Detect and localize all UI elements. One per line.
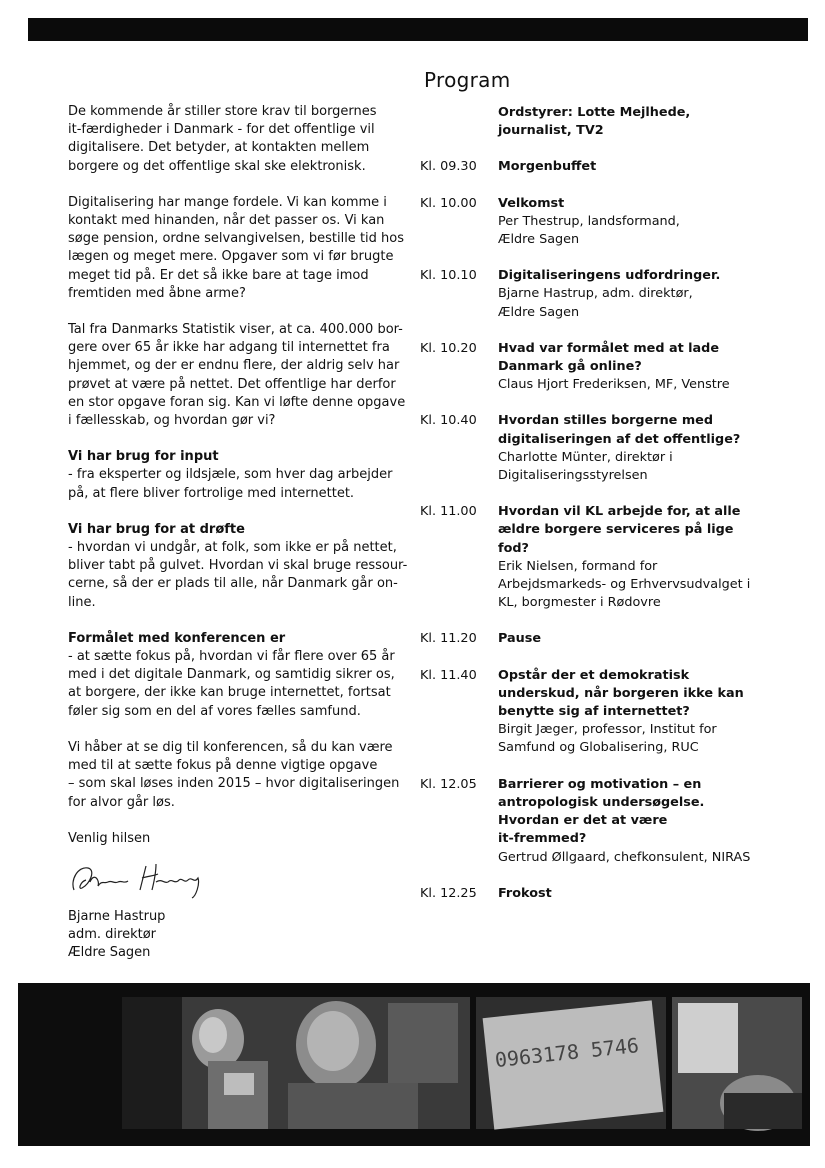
- section-heading: Vi har brug for at drøfte: [68, 521, 245, 537]
- text-line: digitalisere. Det betyder, at kontakten mellem: [68, 140, 370, 156]
- program-item: [414, 158, 754, 176]
- text-line: på, at flere bliver fortrolige med internettet.: [68, 485, 355, 501]
- program-column: [414, 68, 754, 921]
- text-line: borgere og det offentlige skal ske elektronisk.: [68, 158, 366, 174]
- program-time: Kl. 09.30: [420, 159, 477, 175]
- program-body: [498, 195, 754, 250]
- text-line: gere over 65 år ikke har adgang til internettet fra: [68, 340, 390, 356]
- program-item-title: Morgenbuffet: [498, 159, 597, 175]
- program-body: [498, 104, 754, 140]
- intro-letter: [68, 103, 408, 963]
- program-time: Kl. 11.40: [420, 667, 477, 683]
- program-time: Kl. 12.05: [420, 776, 477, 792]
- program-body: [498, 667, 754, 758]
- text-line: line.: [68, 594, 96, 610]
- program-item-title: benytte sig af internettet?: [498, 704, 690, 720]
- program-item-title: Hvordan stilles borgerne med: [498, 413, 713, 429]
- program-time: Kl. 10.10: [420, 268, 477, 284]
- text-line: for alvor går løs.: [68, 794, 175, 810]
- program-item-title: Barrierer og motivation – en: [498, 776, 702, 792]
- text-line: fremtiden med åbne arme?: [68, 285, 246, 301]
- program-list: [414, 104, 754, 903]
- greeting: Venlig hilsen: [68, 830, 151, 846]
- program-body: [498, 503, 754, 612]
- signer-title: adm. direktør: [68, 927, 156, 943]
- program-item: [414, 503, 754, 612]
- header-bar: [28, 18, 808, 41]
- text-line: Tal fra Danmarks Statistik viser, at ca. 400.000 bor-: [68, 322, 403, 338]
- program-body: [498, 885, 754, 903]
- signature-block: [68, 830, 398, 963]
- program-item: [414, 667, 754, 758]
- program-item-speaker: Charlotte Münter, direktør i: [498, 449, 673, 465]
- program-body: [498, 412, 754, 485]
- text-line: it-færdigheder i Danmark - for det offentlige vil: [68, 122, 375, 138]
- text-line: - at sætte fokus på, hvordan vi får flere over 65 år: [68, 649, 395, 665]
- program-item: [414, 195, 754, 250]
- input-section: [68, 448, 398, 503]
- text-line: kontakt med hinanden, når det passer os. Vi kan: [68, 213, 385, 229]
- program-item-speaker: Per Thestrup, landsformand,: [498, 213, 680, 229]
- intro-paragraph: [68, 103, 398, 176]
- text-line: hjemmet, og der er endnu flere, der aldrig selv har: [68, 358, 400, 374]
- program-item: [414, 885, 754, 903]
- program-item-title: it-fremmed?: [498, 831, 587, 847]
- program-item-title: fod?: [498, 540, 529, 556]
- program-item-speaker: Birgit Jæger, professor, Institut for: [498, 722, 717, 738]
- program-item-speaker: Claus Hjort Frederiksen, MF, Venstre: [498, 377, 730, 393]
- program-body: [498, 776, 754, 867]
- program-item-speaker: Digitaliseringsstyrelsen: [498, 468, 648, 484]
- program-item: [414, 776, 754, 867]
- text-line: med til at sætte fokus på denne vigtige opgave: [68, 758, 378, 774]
- program-item-title: Digitaliseringens udfordringer.: [498, 268, 721, 284]
- photo-strip: [18, 983, 810, 1146]
- program-item-title: Velkomst: [498, 195, 565, 211]
- text-line: cerne, så der er plads til alle, når Danmark går on-: [68, 576, 398, 592]
- purpose-section: [68, 630, 398, 721]
- program-time: Kl. 11.20: [420, 631, 477, 647]
- text-line: med i det digitale Danmark, og samtidig sikrer os,: [68, 667, 395, 683]
- keypad-digits: 0963178 5746: [493, 1033, 641, 1073]
- text-line: føler sig som en del af vores fælles samfund.: [68, 703, 361, 719]
- program-item-title: Hvordan er det at være: [498, 813, 668, 829]
- text-line: prøvet at være på nettet. Det offentlige har derfor: [68, 376, 396, 392]
- program-item-speaker: KL, borgmester i Rødovre: [498, 595, 661, 611]
- text-line: - fra eksperter og ildsjæle, som hver dag arbejder: [68, 467, 393, 483]
- intro-paragraph: [68, 194, 405, 303]
- text-line: meget tid på. Er det så ikke bare at tage imod: [68, 267, 369, 283]
- program-item-title: Pause: [498, 631, 542, 647]
- program-item-title: Danmark gå online?: [498, 359, 642, 375]
- section-heading: Formålet med konferencen er: [68, 630, 286, 646]
- program-item-title: journalist, TV2: [498, 123, 604, 139]
- text-line: Vi håber at se dig til konferencen, så du kan være: [68, 739, 393, 755]
- text-line: i fællesskab, og hvordan gør vi?: [68, 413, 276, 429]
- program-item-speaker: Gertrud Øllgaard, chefkonsulent, NIRAS: [498, 849, 751, 865]
- program-item-speaker: Erik Nielsen, formand for: [498, 558, 658, 574]
- intro-paragraph: [68, 739, 398, 812]
- program-item: [414, 340, 754, 395]
- section-heading: Vi har brug for input: [68, 449, 219, 465]
- program-item: [414, 412, 754, 485]
- program-body: [498, 267, 754, 322]
- intro-paragraph: [68, 321, 406, 430]
- program-item-speaker: Ældre Sagen: [498, 304, 580, 320]
- program-time: Kl. 10.00: [420, 195, 477, 211]
- program-body: [498, 340, 754, 395]
- text-line: Digitalisering har mange fordele. Vi kan komme i: [68, 194, 387, 210]
- program-time: Kl. 12.25: [420, 885, 477, 901]
- signer-name: Bjarne Hastrup: [68, 908, 166, 924]
- program-time: Kl. 10.20: [420, 340, 477, 356]
- program-item-title: Frokost: [498, 885, 552, 901]
- signer-organization: Ældre Sagen: [68, 945, 151, 961]
- program-item-speaker: Bjarne Hastrup, adm. direktør,: [498, 286, 693, 302]
- program-item-title: underskud, når borgeren ikke kan: [498, 685, 744, 701]
- program-item-title: Opstår der et demokratisk: [498, 667, 690, 683]
- program-body: [498, 158, 754, 176]
- program-item-speaker: Samfund og Globalisering, RUC: [498, 740, 699, 756]
- text-line: – som skal løses inden 2015 – hvor digitaliseringen: [68, 776, 400, 792]
- program-title: Program: [424, 68, 511, 92]
- text-line: De kommende år stiller store krav til borgernes: [68, 104, 377, 119]
- text-line: - hvordan vi undgår, at folk, som ikke er på nettet,: [68, 540, 397, 556]
- program-item-title: Hvad var formålet med at lade: [498, 340, 720, 356]
- program-item-title: Hvordan vil KL arbejde for, at alle: [498, 504, 741, 520]
- program-item-title: antropologisk undersøgelse.: [498, 794, 705, 810]
- program-item: [414, 630, 754, 648]
- handwritten-signature: [68, 854, 218, 902]
- program-time: Kl. 10.40: [420, 413, 477, 429]
- program-item-title: Ordstyrer: Lotte Mejlhede,: [498, 105, 691, 120]
- program-item-title: ældre borgere serviceres på lige: [498, 522, 734, 538]
- program-item-title: digitaliseringen af det offentlige?: [498, 431, 741, 447]
- program-item: [414, 267, 754, 322]
- discuss-section: [68, 521, 408, 612]
- program-body: [498, 630, 754, 648]
- text-line: en stor opgave foran sig. Kan vi løfte denne opgave: [68, 394, 406, 410]
- photo-collage-image: [18, 983, 810, 1146]
- text-line: lægen og meget mere. Opgaver som vi før brugte: [68, 249, 394, 265]
- text-line: at borgere, der ikke kan bruge internettet, fortsat: [68, 685, 391, 701]
- program-item: [414, 104, 754, 140]
- text-line: bliver tabt på gulvet. Hvordan vi skal bruge ressour-: [68, 558, 408, 574]
- program-item-speaker: Arbejdsmarkeds- og Erhvervsudvalget i: [498, 577, 751, 593]
- program-item-speaker: Ældre Sagen: [498, 232, 580, 248]
- text-line: søge pension, ordne selvangivelsen, bestille tid hos: [68, 231, 405, 247]
- program-time: Kl. 11.00: [420, 504, 477, 520]
